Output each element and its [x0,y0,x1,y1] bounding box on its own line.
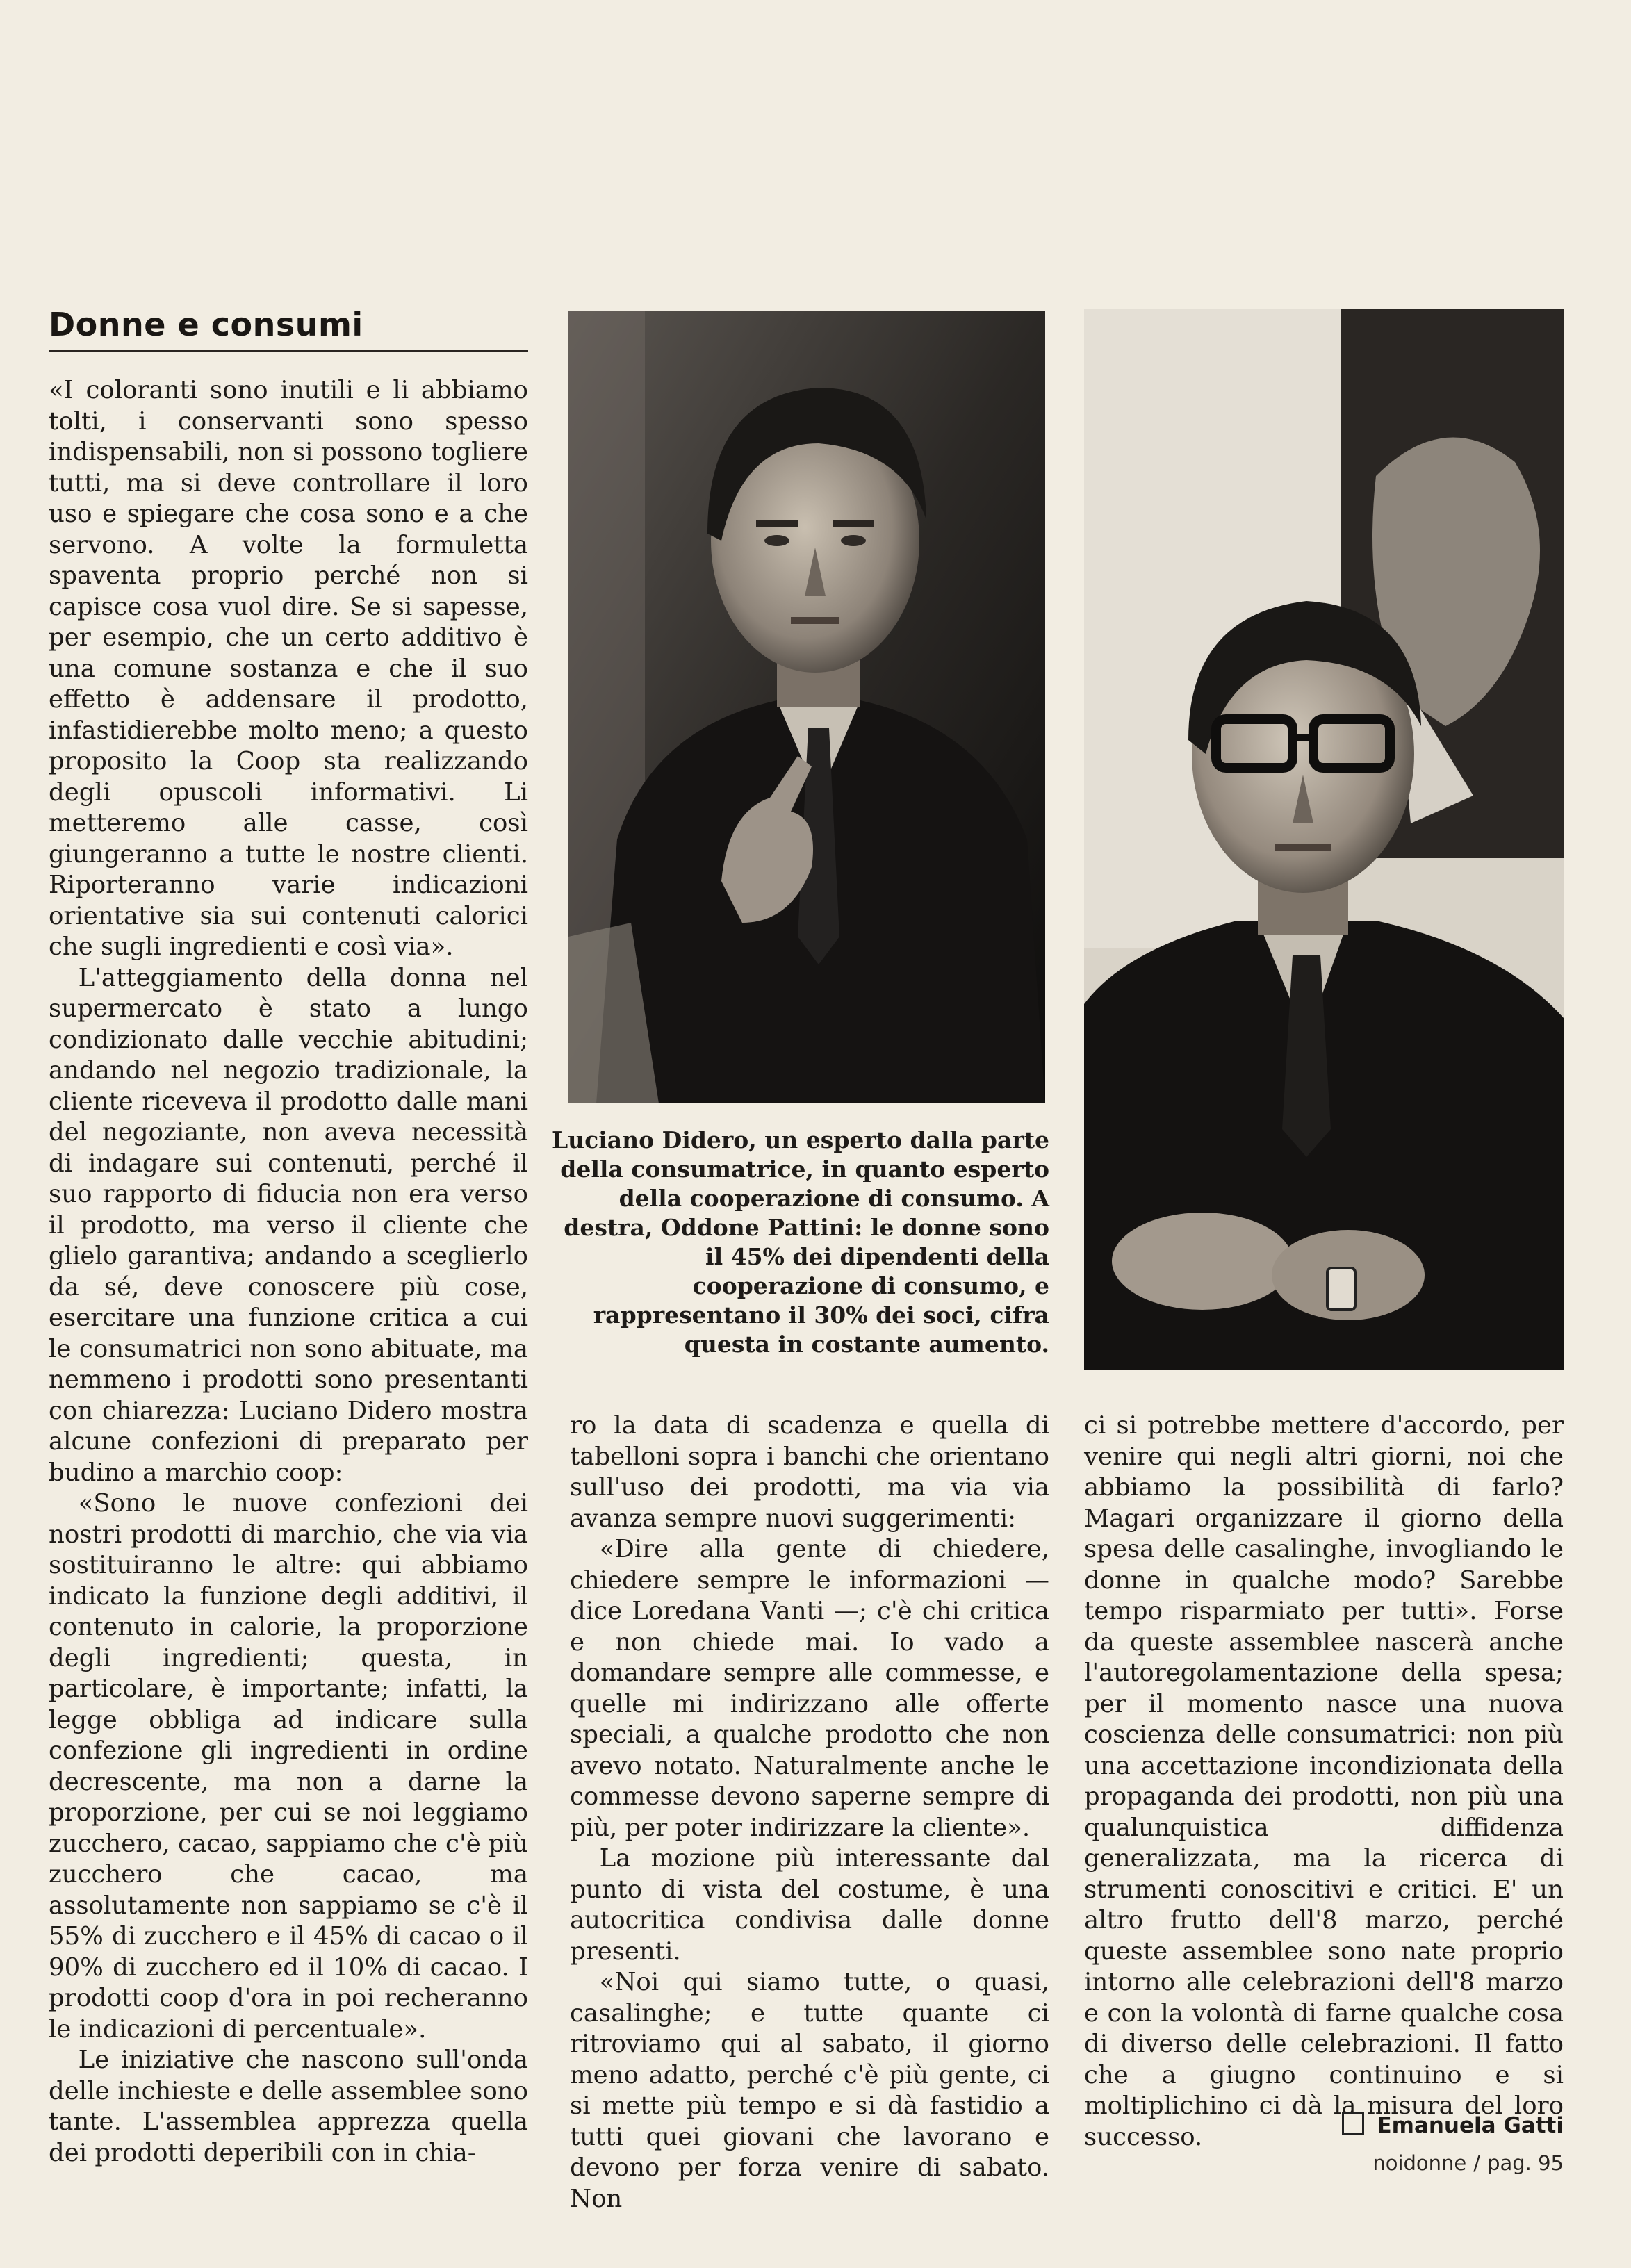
section-title: Donne e consumi [49,306,363,343]
paragraph: L'atteggiamento della donna nel supermercato è stato a lungo condizionato dalle vecchie abitudini; andando nel negozio tradizionale, la cliente riceveva il prodotto dalle mani del negoziante, non aveva necessità di indagare sui contenuti, perché il suo rapporto di fiducia non era verso il prodotto, ma verso il cliente che glielo garantiva; andando a sceglierlo da sé, deve conoscere più cose, esercitare una funzione critica a cui le consumatrici non sono abituate, ma nemmeno i prodotti sono presentanti con chiarezza: Luciano Didero mostra alcune confezioni di preparato per budino a marchio coop: [49,963,528,1487]
text-column-2 [570,1411,1049,2214]
portrait-illustration [568,311,1045,1103]
paragraph: «I coloranti sono inutili e li abbiamo tolti, i conservanti sono spesso indispensabili, non si possono togliere tutti, ma si deve controllare il loro uso e spiegare che cosa sono e a che servono. A volte la formuletta spaventa proprio perché non si capisce cosa vuol dire. Se si sapesse, per esempio, che un certo additivo è una comune sostanza e che il suo effetto è addensare il prodotto, infastidierebbe molto meno; a questo proposito la Coop sta realizzando degli opuscoli informativi. Li metteremo alle casse, così giungeranno a tutte le nostre clienti. Riporteranno varie indicazioni orientative sia sui contenuti calorici che sugli ingredienti e così via». [49,376,528,961]
footer-separator: / [1473,2151,1481,2175]
paragraph: «Noi qui siamo tutte, o quasi, casalinghe; e tutte quante ci ritroviamo qui al sabato, il giorno meno adatto, perché c'è più gente, ci si mette più tempo e si dà fastidio a tutti quei giovani che lavorano e devono per forza venire di sabato. Non [570,1968,1049,2213]
paragraph: ci si potrebbe mettere d'accordo, per venire qui negli altri giorni, noi che abbiamo la possibilità di farlo? Magari organizzare il giorno della spesa delle casalinghe, invogliando le donne in qualche modo? Sarebbe tempo risparmiato per tutti». Forse da queste assemblee nascerà anche l'autoregolamentazione della spesa; per il momento nasce una nuova coscienza delle consumatrici: non più una accettazione incondizionata della propaganda dei prodotti, non più una qualunquistica diffidenza generalizzata, ma la ricerca di strumenti conoscitivi e critici. E' un altro frutto dell'8 marzo, perché queste assemblee sono nate proprio intorno alle celebrazioni dell'8 marzo e con la volontà di farne qualche cosa di diverso delle celebrazioni. Il fatto che a giugno continuino e si moltiplichino ci dà la misura del loro successo. [1084,1411,1564,2151]
portrait-illustration [1084,309,1564,1370]
square-outline-icon [1342,2112,1364,2135]
title-rule [49,350,528,352]
magazine-name: noidonne [1372,2151,1467,2175]
paragraph: La mozione più interessante dal punto di vista del costume, è una autocritica condivisa dalle donne presenti. [570,1844,1049,1966]
paragraph: «Sono le nuove confezioni dei nostri prodotti di marchio, che via via sostituiranno le altre: qui abbiamo indicato la funzione degli additivi, il contenuto in calorie, la proporzione degli ingredienti; questa, in particolare, è importante; infatti, la legge obbliga ad indicare sulla confezione gli ingredienti in ordine decrescente, ma non a darne la proporzione, per cui se noi leggiamo zucchero, cacao, sappiamo che c'è più zucchero che cacao, ma assolutamente non sappiamo se c'è il 55% di zucchero e il 45% di cacao o il 90% di zucchero ed il 10% di cacao. I prodotti coop d'ora in poi recheranno le indicazioni di percentuale». [49,1489,528,2044]
author-signature [1342,2112,1564,2138]
page-footer [1372,2151,1564,2175]
text-column-3 [1084,1411,1564,2153]
paragraph: «Dire alla gente di chiedere, chiedere sempre le informazioni — dice Loredana Vanti —; c'è chi critica e non chiede mai. Io vado a domandare sempre alle commesse, e quelle mi indirizzano alle offerte speciali, a qualche prodotto che non avevo notato. Naturalmente anche le commesse devono saperne sempre di più, per poter indirizzare la cliente». [570,1535,1049,1842]
text-column-1 [49,375,528,2169]
photo-caption: Luciano Didero, un esperto dalla parte della consumatrice, in quanto esperto della cooperazione di consumo. A destra, Oddone Pattini: le donne sono il 45% dei dipendenti della cooperazione di consumo, e rappresentano il 30% dei soci, cifra questa in costante aumento. [551,1126,1049,1358]
paragraph: Le iniziative che nascono sull'onda delle inchieste e delle assemblee sono tante. L'assemblea apprezza quella dei prodotti deperibili con in chia- [49,2046,528,2167]
author-name: Emanuela Gatti [1377,2113,1564,2138]
photo-luciano-didero [568,311,1045,1103]
page-number: pag. 95 [1487,2151,1564,2175]
photo-oddone-pattini [1084,309,1564,1370]
paragraph: ro la data di scadenza e quella di tabelloni sopra i banchi che orientano sull'uso dei prodotti, ma via via avanza sempre nuovi suggerimenti: [570,1411,1049,1533]
